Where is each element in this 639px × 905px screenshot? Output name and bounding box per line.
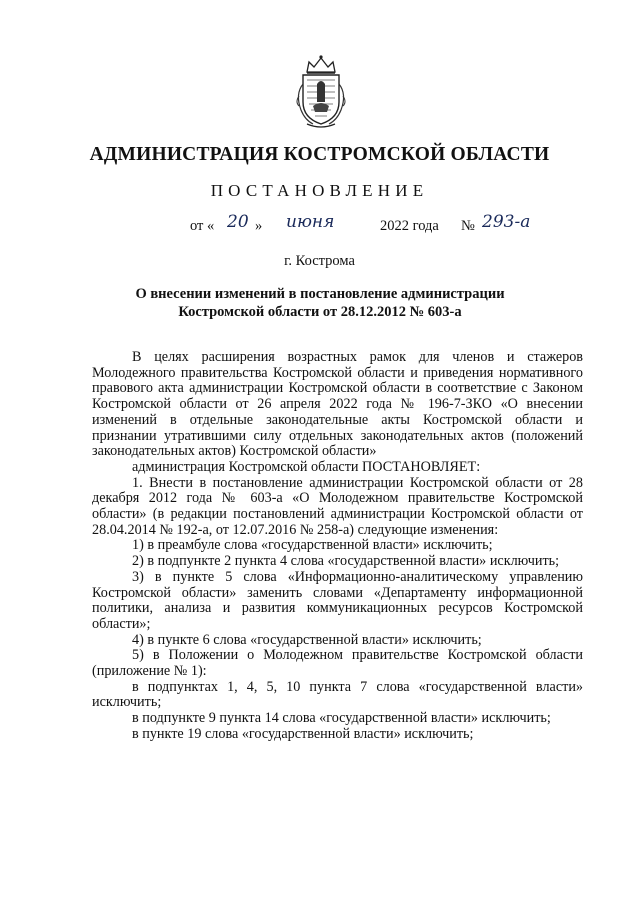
- paragraph-sub-5: 5) в Положении о Молодежном правительстве Костромской области (приложение № 1):: [92, 647, 583, 680]
- date-year: 2022 года: [380, 218, 439, 234]
- paragraph-sub-4: 4) в пункте 6 слова «государственной власти» исключить;: [132, 631, 482, 648]
- paragraph-resolves: администрация Костромской области ПОСТАНОВЛЯЕТ:: [132, 458, 481, 475]
- paragraph-sub-5a: в подпунктах 1, 4, 5, 10 пункта 7 слова «государственной власти» исключить;: [92, 678, 583, 711]
- date-day-handwritten: 20: [227, 212, 249, 232]
- paragraph-sub-1: 1) в преамбуле слова «государственной власти» исключить;: [132, 537, 493, 554]
- title-line-1: О внесении изменений в постановление администрации: [135, 286, 505, 302]
- date-prefix: от «: [190, 218, 215, 234]
- document-title: [100, 285, 540, 321]
- paragraph-sub-2: 2) в подпункте 2 пункта 4 слова «государственной власти» исключить;: [132, 553, 560, 570]
- document-body: [92, 350, 583, 743]
- city: г. Кострома: [284, 253, 355, 269]
- paragraph-item-1: 1. Внести в постановление администрации Костромской области от 28 декабря 2012 года № 603-а «О Молодежном правительстве Костромской области» (в редакции постановлений администрации Костромской области от 28.04.2014 № 192-а, от 12.07.2016 № 258-а) следующие изменения:: [92, 474, 583, 538]
- date-line: [190, 214, 590, 240]
- paragraph-preamble: В целях расширения возрастных рамок для членов и стажеров Молодежного правительства Костромской области и приведения нормативного правового акта администрации Костромской области в соответствие с Законом Костромской области от 26 апреля 2022 года № 196-7-ЗКО «О внесении изменений в отдельные законодательные акты Костромской области и признании утратившими силу отдельных законодательных актов (положений законодательных актов) Костромской области»: [92, 349, 583, 460]
- paragraph-sub-5b: в подпункте 9 пункта 14 слова «государственной власти» исключить;: [132, 710, 551, 727]
- paragraph-sub-5c: в пункте 19 слова «государственной власти» исключить;: [132, 725, 474, 742]
- document-number-handwritten: 293-а: [482, 212, 531, 232]
- authority-name: АДМИНИСТРАЦИЯ КОСТРОМСКОЙ ОБЛАСТИ: [89, 144, 550, 165]
- paragraph-sub-3: 3) в пункте 5 слова «Информационно-аналитическому управлению Костромской области» заменить словами «Департаменту информационной политики, анализа и развития коммуникационных ресурсов Костромской области»;: [92, 568, 583, 632]
- date-close-quote: »: [255, 218, 263, 234]
- date-month-handwritten: июня: [286, 212, 335, 232]
- title-line-2: Костромской области от 28.12.2012 № 603-а: [178, 304, 462, 320]
- kostroma-coat-of-arms-icon: [293, 54, 349, 130]
- number-sign: №: [461, 218, 475, 234]
- document-type: ПОСТАНОВЛЕНИЕ: [210, 181, 429, 200]
